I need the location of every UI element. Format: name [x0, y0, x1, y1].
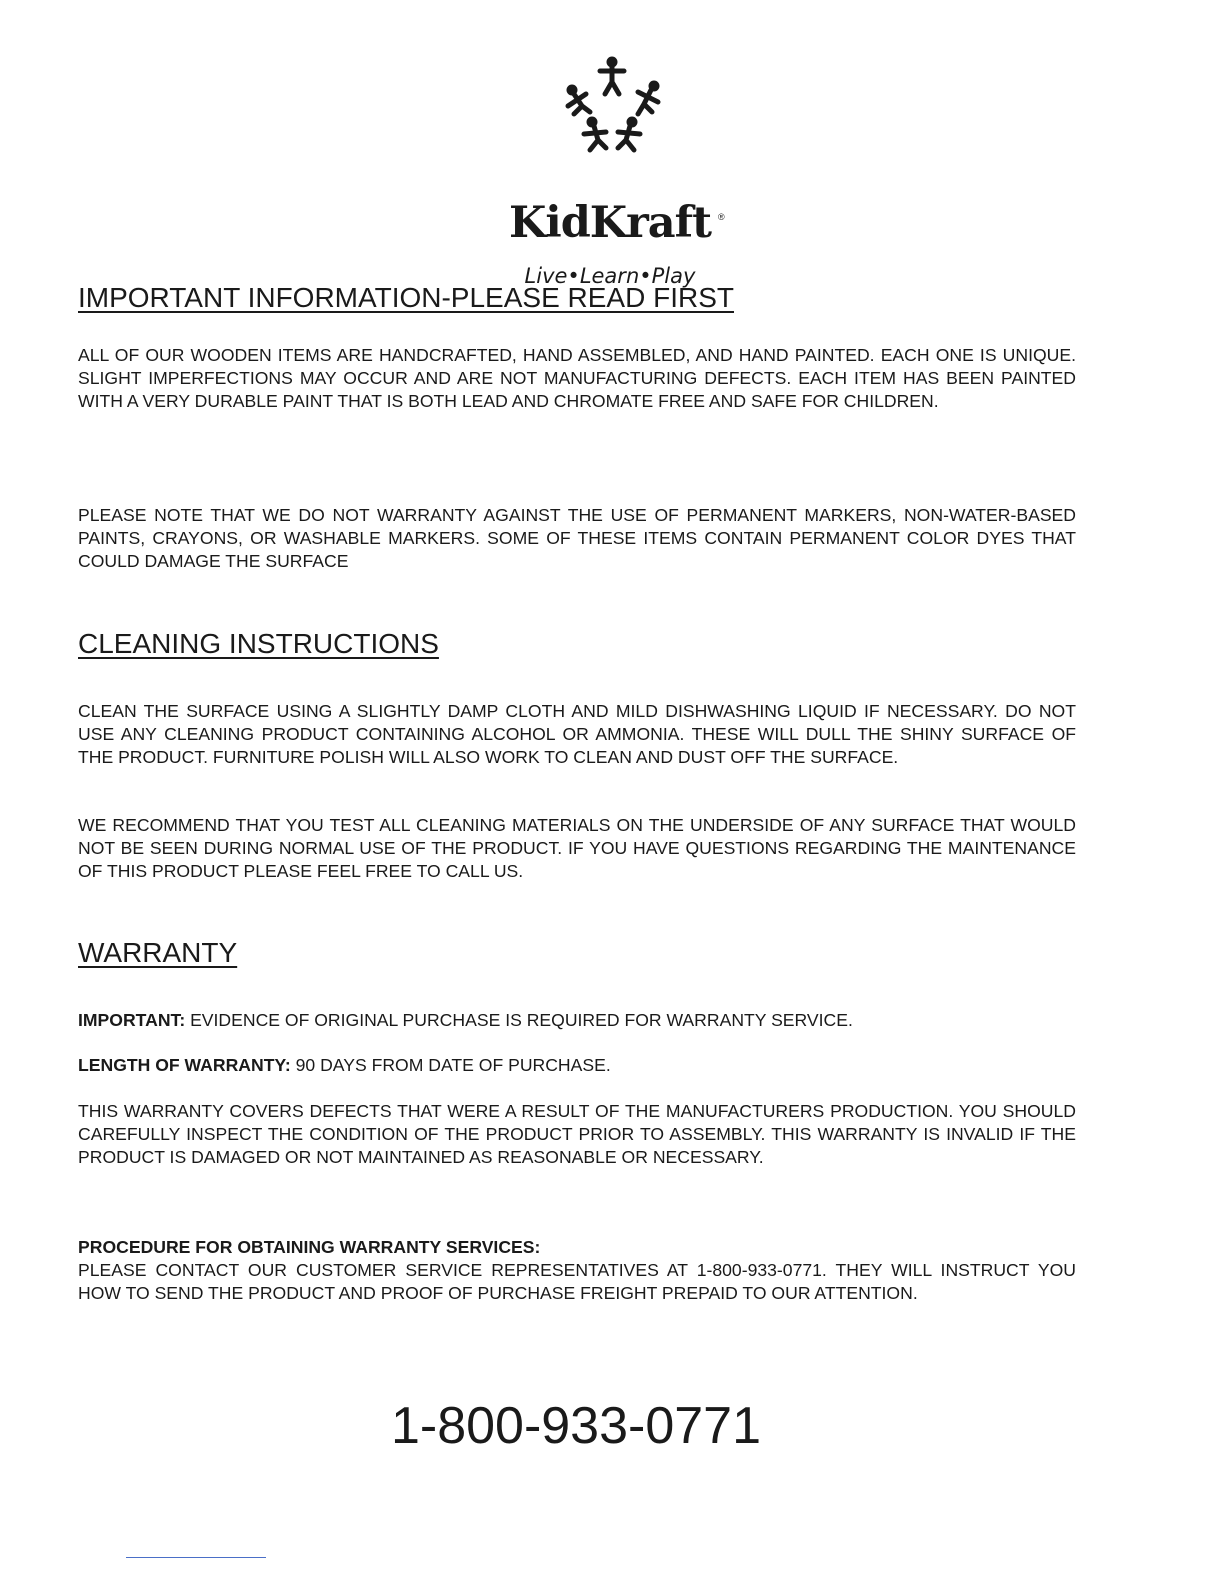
paragraph-handcrafted: ALL OF OUR WOODEN ITEMS ARE HANDCRAFTED, HAND ASSEMBLED, AND HAND PAINTED. EACH ONE IS UNIQUE. SLIGHT IMPERFECTIONS MAY OCCUR AND ARE NOT MANUFACTURING DEFECTS. EACH ITEM HAS BEEN PAINTED WITH A VERY DURABLE PAINT THAT IS BOTH LEAD AND CHROMATE FREE AND SAFE FOR CHILDREN. [78, 345, 1076, 411]
label-important: IMPORTANT: [78, 1010, 186, 1030]
registered-mark: ® [718, 212, 725, 222]
paragraph-test-materials: WE RECOMMEND THAT YOU TEST ALL CLEANING MATERIALS ON THE UNDERSIDE OF ANY SURFACE THAT WOULD NOT BE SEEN DURING NORMAL USE OF THE PRODUCT. IF YOU HAVE QUESTIONS REGARDING THE MAINTENANCE OF THIS PRODUCT PLEASE FEEL FREE TO CALL US. [78, 815, 1076, 881]
kidkraft-logo [0, 50, 1224, 288]
star-people-icon [560, 54, 664, 154]
paragraph-procedure [78, 1236, 1076, 1305]
paragraph-coverage: THIS WARRANTY COVERS DEFECTS THAT WERE A RESULT OF THE MANUFACTURERS PRODUCTION. YOU SHOULD CAREFULLY INSPECT THE CONDITION OF THE PRODUCT PRIOR TO ASSEMBLY. THIS WARRANTY IS INVALID IF THE PRODUCT IS DAMAGED OR NOT MAINTAINED AS REASONABLE OR NECESSARY. [78, 1101, 1076, 1167]
heading-warranty: WARRANTY [78, 937, 238, 968]
paragraph-warranty-note: PLEASE NOTE THAT WE DO NOT WARRANTY AGAINST THE USE OF PERMANENT MARKERS, NON-WATER-BASED PAINTS, CRAYONS, OR WASHABLE MARKERS. SOME OF THESE ITEMS CONTAIN PERMANENT COLOR DYES THAT COULD DAMAGE THE SURFACE [78, 505, 1076, 571]
text-important: EVIDENCE OF ORIGINAL PURCHASE IS REQUIRED FOR WARRANTY SERVICE. [185, 1010, 853, 1030]
text-procedure: PLEASE CONTACT OUR CUSTOMER SERVICE REPRESENTATIVES AT 1-800-933-0771. THEY WILL INSTRUCT YOU HOW TO SEND THE PRODUCT AND PROOF OF PURCHASE FREIGHT PREPAID TO OUR ATTENTION. [78, 1260, 1076, 1303]
text-length: 90 DAYS FROM DATE OF PURCHASE. [290, 1055, 611, 1075]
paragraph-length-of-warranty [78, 1054, 1076, 1077]
heading-important-information: IMPORTANT INFORMATION-PLEASE READ FIRST [78, 282, 734, 313]
paragraph-important-evidence [78, 1009, 1076, 1032]
brand-tagline: Live•Learn•Play [524, 264, 696, 288]
heading-cleaning-instructions: CLEANING INSTRUCTIONS [78, 628, 439, 659]
brand-name: KidKraft [508, 198, 712, 248]
label-procedure: PROCEDURE FOR OBTAINING WARRANTY SERVICES: [78, 1237, 541, 1257]
phone-number: 1-800-933-0771 [390, 1397, 762, 1455]
divider-line [126, 1557, 266, 1558]
paragraph-cleaning: CLEAN THE SURFACE USING A SLIGHTLY DAMP CLOTH AND MILD DISHWASHING LIQUID IF NECESSARY. DO NOT USE ANY CLEANING PRODUCT CONTAINING ALCOHOL OR AMMONIA. THESE WILL DULL THE SHINY SURFACE OF THE PRODUCT. FURNITURE POLISH WILL ALSO WORK TO CLEAN AND DUST OFF THE SURFACE. [78, 701, 1076, 767]
label-length: LENGTH OF WARRANTY: [78, 1055, 291, 1075]
